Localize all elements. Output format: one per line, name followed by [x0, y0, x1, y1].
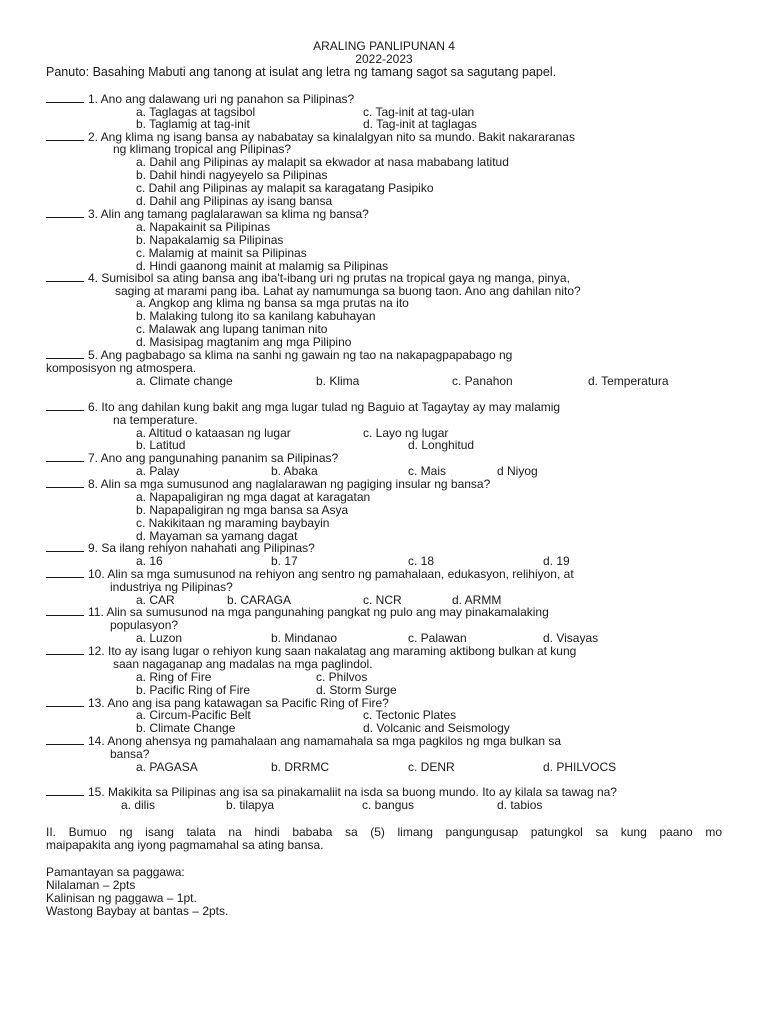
choice: c. Dahil ang Pilipinas ay malapit sa karagatang Pasipiko	[136, 181, 434, 195]
answer-blank	[46, 93, 84, 103]
answer-blank	[46, 645, 84, 655]
choice: a. Altitud o kataasan ng lugar	[136, 426, 291, 440]
choice: b. Dahil hindi nagyeyelo sa Pilipinas	[136, 168, 328, 182]
choice: a. 16	[136, 554, 163, 568]
choice: d. Temperatura	[588, 374, 669, 388]
question-3: 3. Alin ang tamang paglalarawan sa klima ng bansa?	[46, 208, 369, 221]
choice: d. Storm Surge	[316, 683, 397, 697]
question-text: ng klimang tropical ang Pilipinas?	[113, 142, 292, 156]
question-text: saging at marami pang iba. Lahat ay namumunga sa buong taon. Ano ang dahilan nito?	[115, 284, 581, 298]
choice: d. Tag-init at taglagas	[363, 117, 477, 131]
rubric-item: Nilalaman – 2pts	[46, 878, 136, 892]
question-11: 11. Alin sa sumusunod na mga pangunahing pangkat ng pulo ang may pinakamalaking	[46, 606, 549, 619]
essay-instruction: II. Bumuo ng isang talata na hindi bababa sa (5) limang pangungusap patungkol sa kung paano mo	[46, 825, 722, 839]
choice: b. tilapya	[226, 798, 275, 812]
question-4: 4. Sumisibol sa ating bansa ang iba't-ibang uri ng prutas na tropical gaya ng manga, pinya,	[46, 272, 570, 285]
question-13: 13. Ano ang isa pang katawagan sa Pacific Ring of Fire?	[46, 697, 389, 710]
choice: a. Climate change	[136, 374, 233, 388]
choice: a. Ring of Fire	[136, 670, 212, 684]
question-text: populasyon?	[110, 618, 179, 632]
choice: b. Napapaligiran ng mga bansa sa Asya	[136, 503, 349, 517]
question-15: 15. Makikita sa Pilipinas ang isa sa pinakamaliit na isda sa buong mundo. Ito ay kilala sa tawag na?	[46, 786, 617, 799]
choice: d. Visayas	[543, 631, 599, 645]
choice: b. Taglamig at tag-init	[136, 117, 250, 131]
question-7: 7. Ano ang pangunahing pananim sa Pilipinas?	[46, 452, 338, 465]
question-14: 14. Anong ahensya ng pamahalaan ang namamahala sa mga pagkilos ng mga bulkan sa	[46, 735, 561, 748]
question-12: 12. Ito ay isang lugar o rehiyon kung saan nakalatag ang maraming aktibong bulkan at kung	[46, 645, 576, 658]
choice: b. Latitud	[136, 438, 186, 452]
answer-blank	[46, 735, 84, 745]
choice: c. Panahon	[452, 374, 513, 388]
choice: b. Napakalamig sa Pilipinas	[136, 233, 284, 247]
choice: a. Luzon	[136, 631, 183, 645]
answer-blank	[46, 606, 84, 616]
choice: a. Napapaligiran ng mga dagat at karagatan	[136, 490, 371, 504]
choice: b. Klima	[316, 374, 360, 388]
question-9: 9. Sa ilang rehiyon nahahati ang Pilipinas?	[46, 542, 315, 555]
choice: d. Hindi gaanong mainit at malamig sa Pilipinas	[136, 259, 389, 273]
choice: a. Napakainit sa Pilipinas	[136, 220, 271, 234]
answer-blank	[46, 786, 84, 796]
choice: d. tabios	[497, 798, 543, 812]
choice: d. Dahil ang Pilipinas ay isang bansa	[136, 194, 333, 208]
exam-subject: ARALING PANLIPUNAN 4	[313, 39, 455, 53]
choice: a. Taglagas at tagsibol	[136, 105, 256, 119]
rubric-item: Kalinisan ng paggawa – 1pt.	[46, 891, 197, 905]
choice: d Niyog	[497, 464, 538, 478]
question-1: 1. Ano ang dalawang uri ng panahon sa Pilipinas?	[46, 93, 354, 106]
rubric-item: Wastong Baybay at bantas – 2pts.	[46, 904, 229, 918]
choice: b. Climate Change	[136, 721, 236, 735]
question-2: 2. Ang klima ng isang bansa ay nababatay sa kinalalgyan nito sa mundo. Bakit nakararanas	[46, 131, 575, 144]
choice: b. Abaka	[271, 464, 318, 478]
choice: d. PHILVOCS	[543, 760, 617, 774]
essay-instruction-cont: maipapakita ang iyong pagmamahal sa ating bansa.	[46, 838, 324, 852]
choice: c. Tag-init at tag-ulan	[363, 105, 475, 119]
question-text: komposisyon ng atmospera.	[46, 361, 197, 375]
choice: d. Masisipag magtanim ang mga Pilipino	[136, 335, 352, 349]
answer-blank	[46, 272, 84, 282]
choice: c. Layo ng lugar	[363, 426, 449, 440]
answer-blank	[46, 452, 84, 462]
choice: c. 18	[408, 554, 435, 568]
choice: a. Circum-Pacific Belt	[136, 708, 251, 722]
choice: d. 19	[543, 554, 570, 568]
choice: d. Longhitud	[408, 438, 475, 452]
choice: b. CARAGA	[227, 593, 292, 607]
question-6: 6. Ito ang dahilan kung bakit ang mga lugar tulad ng Baguio at Tagaytay ay may malamig	[46, 401, 560, 414]
answer-blank	[46, 349, 84, 359]
question-text: bansa?	[110, 747, 150, 761]
answer-blank	[46, 542, 84, 552]
question-text: na temperature.	[113, 413, 198, 427]
answer-blank	[46, 478, 84, 488]
choice: c. bangus	[362, 798, 415, 812]
choice: c. Mais	[408, 464, 447, 478]
choice: c. Philvos	[316, 670, 368, 684]
question-10: 10. Alin sa mga sumusunod na rehiyon ang sentro ng pamahalaan, edukasyon, relihiyon, at	[46, 568, 574, 581]
choice: c. Malawak ang lupang taniman nito	[136, 322, 328, 336]
instructions: Panuto: Basahing Mabuti ang tanong at isulat ang letra ng tamang sagot sa sagutang papel.	[46, 65, 557, 79]
choice: a. Palay	[136, 464, 180, 478]
rubric-title: Pamantayan sa paggawa:	[46, 865, 185, 879]
choice: a. PAGASA	[136, 760, 198, 774]
choice: b. Malaking tulong ito sa kanilang kabuhayan	[136, 309, 376, 323]
choice: c. DENR	[408, 760, 455, 774]
answer-blank	[46, 208, 84, 218]
choice: b. Mindanao	[271, 631, 338, 645]
question-text: industriya ng Pilipinas?	[110, 580, 233, 594]
question-5: 5. Ang pagbabago sa klima na sanhi ng gawain ng tao na nakapagpapabago ng	[46, 349, 512, 362]
choice: b. DRRMC	[271, 760, 330, 774]
choice: c. Malamig at mainit sa Pilipinas	[136, 246, 307, 260]
choice: a. Dahil ang Pilipinas ay malapit sa ekwador at nasa mababang latitud	[136, 155, 509, 169]
choice: c. NCR	[363, 593, 402, 607]
choice: c. Palawan	[408, 631, 467, 645]
choice: c. Nakikitaan ng maraming baybayin	[136, 516, 330, 530]
choice: c. Tectonic Plates	[363, 708, 457, 722]
question-8: 8. Alin sa mga sumusunod ang naglalarawan ng pagiging insular ng bansa?	[46, 478, 490, 491]
choice: a. dilis	[121, 798, 156, 812]
school-year: 2022-2023	[355, 52, 413, 66]
choice: d. Volcanic and Seismology	[363, 721, 510, 735]
choice: d. Mayaman sa yamang dagat	[136, 529, 298, 543]
choice: d. ARMM	[452, 593, 502, 607]
answer-blank	[46, 131, 84, 141]
answer-blank	[46, 697, 84, 707]
choice: b. Pacific Ring of Fire	[136, 683, 251, 697]
choice: a. CAR	[136, 593, 175, 607]
choice: b. 17	[271, 554, 298, 568]
question-text: saan nagaganap ang madalas na mga paglindol.	[113, 657, 373, 671]
answer-blank	[46, 568, 84, 578]
answer-blank	[46, 401, 84, 411]
choice: a. Angkop ang klima ng bansa sa mga prutas na ito	[136, 296, 409, 310]
